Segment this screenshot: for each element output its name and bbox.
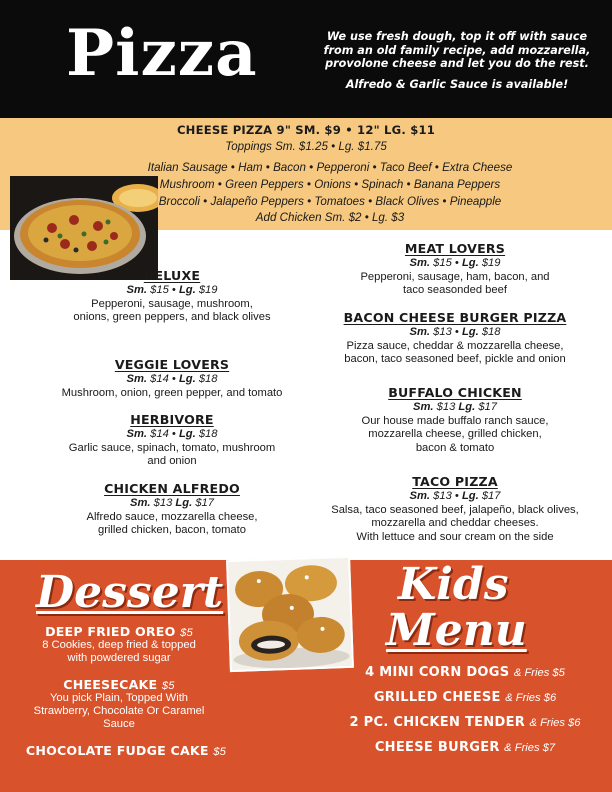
kids-item-corn-dogs: [330, 663, 600, 681]
page-title: Pizza: [66, 16, 258, 91]
item-price: Sm. $14 • Lg. $18: [126, 428, 218, 440]
item-name: BUFFALO CHICKEN: [388, 385, 522, 400]
item-name: CHICKEN ALFREDO: [104, 481, 240, 496]
kids-title: Kids: [398, 559, 509, 610]
cheese-pizza-line: CHEESE PIZZA 9" SM. $9 • 12" LG. $11: [176, 123, 436, 137]
item-name: TACO PIZZA: [412, 474, 498, 489]
toppings-list-2: Mushroom • Green Peppers • Onions • Spinach • Banana Peppers: [159, 178, 501, 191]
dessert-name: CHOCOLATE FUDGE CAKE: [25, 743, 209, 758]
dessert-item-cheesecake: [14, 677, 224, 732]
toppings-list-3: Broccoli • Jalapeño Peppers • Tomatoes • Black Olives • Pineapple: [158, 195, 502, 208]
kids-item-price: & Fries $6: [505, 692, 557, 704]
item-name: DELUXE: [143, 268, 201, 283]
menu-item-meat-lovers: [316, 241, 594, 298]
kids-item-name: 2 PC. CHICKEN TENDER: [349, 715, 526, 730]
kids-title-menu: Menu: [386, 605, 527, 656]
item-desc: Pizza sauce, cheddar & mozzarella cheese, bacon, taco seasoned beef, pickle and onion: [344, 339, 566, 366]
item-price: Sm. $13 Lg. $17: [413, 401, 497, 413]
dessert-desc: 8 Cookies, deep fried & topped with powdered sugar: [42, 639, 196, 665]
menu-item-taco-pizza: [308, 474, 602, 544]
item-price: Sm. $14 • Lg. $18: [126, 373, 218, 385]
dessert-price: $5: [213, 746, 227, 758]
add-chicken-line: Add Chicken Sm. $2 • Lg. $3: [255, 211, 405, 224]
dessert-item-chocolate-fudge-cake: [8, 743, 244, 758]
item-desc: Pepperoni, sausage, ham, bacon, and taco seasonded beef: [360, 270, 550, 297]
item-name: BACON CHEESE BURGER PIZZA: [343, 310, 567, 325]
item-desc: Alfredo sauce, mozzarella cheese, grilled chicken, bacon, tomato: [86, 510, 258, 537]
item-price: Sm. $15 • Lg. $19: [126, 284, 218, 296]
dessert-price: $5: [161, 680, 175, 692]
kids-item-chicken-tender: [330, 713, 600, 731]
dessert-photo: [226, 556, 354, 672]
kids-item-cheese-burger: [330, 738, 600, 756]
kids-item-price: & Fries $7: [504, 742, 556, 754]
kids-item-grilled-cheese: [330, 688, 600, 706]
kids-item-price: & Fries $6: [529, 717, 581, 729]
item-price: Sm. $13 • Lg. $17: [409, 490, 501, 502]
item-price: Sm. $15 • Lg. $19: [409, 257, 501, 269]
dessert-name: DEEP FRIED OREO: [45, 624, 176, 639]
fried-oreo-image: [228, 558, 352, 670]
item-name: HERBIVORE: [130, 412, 214, 427]
dessert-price: $5: [180, 627, 193, 639]
item-price: Sm. $13 • Lg. $18: [409, 326, 501, 338]
menu-item-bacon-cheese-burger-pizza: [316, 310, 594, 367]
menu-item-veggie-lovers: [20, 357, 324, 400]
item-desc: Our house made buffalo ranch sauce, mozzarella cheese, grilled chicken, bacon & tomato: [361, 414, 549, 454]
menu-item-herbivore: [20, 412, 324, 469]
item-desc: Pepperoni, sausage, mushroom, onions, green peppers, and black olives: [73, 297, 271, 324]
item-name: MEAT LOVERS: [404, 241, 506, 256]
kids-item-name: CHEESE BURGER: [374, 740, 500, 755]
item-desc: Garlic sauce, spinach, tomato, mushroom and onion: [68, 441, 276, 468]
toppings-price-line: Toppings Sm. $1.25 • Lg. $1.75: [225, 140, 387, 153]
sauce-note: Alfredo & Garlic Sauce is available!: [345, 77, 569, 91]
kids-item-name: 4 MINI CORN DOGS: [365, 665, 510, 680]
intro-text: [322, 30, 592, 91]
item-name: VEGGIE LOVERS: [114, 357, 230, 372]
item-price: Sm. $13 Lg. $17: [130, 497, 214, 509]
dessert-item-deep-fried-oreo: [14, 624, 224, 665]
item-desc: Salsa, taco seasoned beef, jalapeño, black olives, mozzarella and cheddar cheeses. With lettuce and sour cream on the side: [331, 503, 579, 543]
menu-item-buffalo-chicken: [316, 385, 594, 455]
intro-paragraph: We use fresh dough, top it off with sauce from an old family recipe, add mozzarella, provolone cheese and let you do the rest.: [323, 30, 591, 71]
pizza-photo: [10, 176, 158, 280]
dessert-title: Dessert: [36, 567, 224, 618]
kids-item-price: & Fries $5: [513, 667, 565, 679]
menu-item-chicken-alfredo: [20, 481, 324, 538]
item-desc: Mushroom, onion, green pepper, and tomato: [61, 386, 283, 399]
toppings-list-1: Italian Sausage • Ham • Bacon • Pepperoni • Taco Beef • Extra Cheese: [147, 161, 513, 174]
menu-item-deluxe: [20, 268, 324, 325]
pizza-image: [10, 176, 158, 280]
dessert-name: CHEESECAKE: [63, 677, 158, 692]
kids-item-name: GRILLED CHEESE: [373, 690, 501, 705]
dessert-desc: You pick Plain, Topped With Strawberry, Chocolate Or Caramel Sauce: [33, 692, 205, 731]
